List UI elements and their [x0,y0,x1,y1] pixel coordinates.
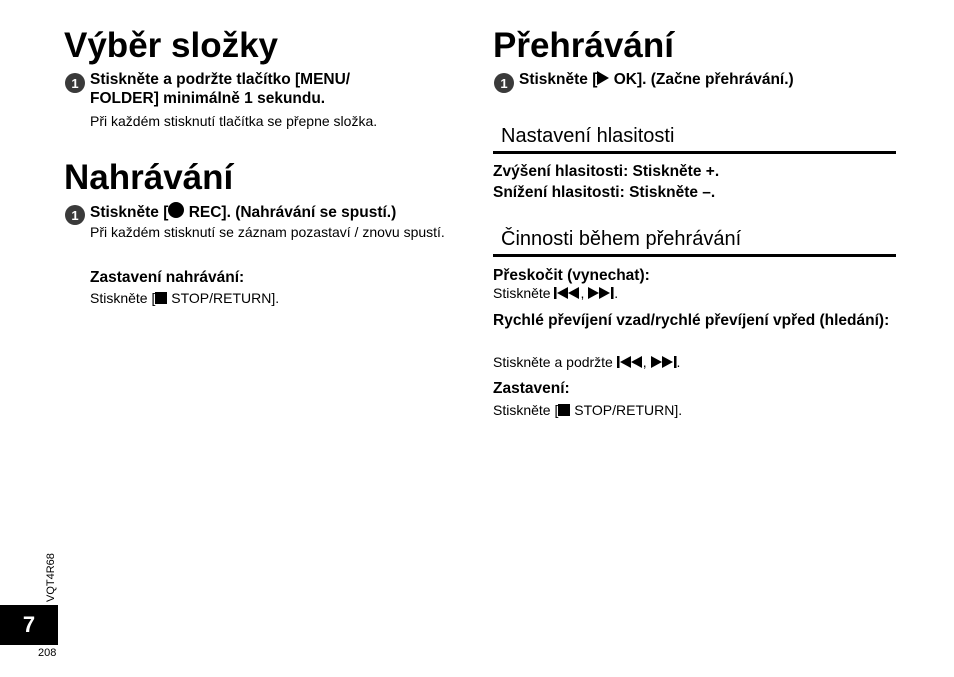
recording-stop-heading: Zastavení nahrávání: [90,269,245,286]
stop-square-icon [558,404,570,416]
recording-stop-pre: Stiskněte [ [90,290,156,306]
recording-step-post: REC]. (Nahrávání se spustí.) [184,204,397,221]
search-sep: , [642,354,651,370]
volume-up-text: Zvýšení hlasitosti: Stiskněte +. [493,163,720,180]
skip-sep: , [580,285,589,301]
playback-title: Přehrávání [493,26,674,65]
recording-stop-post: STOP/RETURN]. [167,290,280,306]
playback-step-post: OK]. (Začne přehrávání.) [609,71,794,88]
folder-note: Při každém stisknutí tlačítka se přepne složka. [90,113,378,129]
step-number-badge: 1 [494,73,514,93]
playback-stop-post: STOP/RETURN]. [570,402,683,418]
playback-stop-text [493,401,682,420]
search-end: . [676,354,681,370]
during-heading: Činnosti během přehrávání [493,227,896,257]
record-dot-icon [168,202,184,218]
skip-end: . [614,285,619,301]
recording-note: Při každém stisknutí se záznam pozastaví / znovu spustí. [90,224,445,240]
page-tab: 7 [0,605,58,645]
doc-code: VQT4R68 [45,553,57,602]
skip-forward-icon [651,356,677,368]
step-number-badge: 1 [65,73,85,93]
stop-square-icon [155,292,167,304]
recording-step [90,202,470,222]
recording-stop-text [90,289,279,308]
skip-back-icon [554,287,580,299]
skip-heading: Přeskočit (vynechat): [493,267,650,284]
recording-step-pre: Stiskněte [ [90,204,169,221]
skip-text-pre: Stiskněte [493,285,555,301]
folder-step-text: Stiskněte a podržte tlačítko [MENU/ FOLDER] minimálně 1 sekundu. [90,71,351,107]
playback-stop-heading: Zastavení: [493,380,570,397]
playback-stop-pre: Stiskněte [ [493,402,559,418]
skip-forward-icon [588,287,614,299]
folder-title: Výběr složky [64,26,278,65]
search-heading: Rychlé převíjení vzad/rychlé převíjení vpřed (hledání): [493,312,890,329]
search-text-pre: Stiskněte a podržte [493,354,617,370]
page-number: 208 [38,647,57,659]
playback-step [519,70,794,89]
step-number-badge: 1 [65,205,85,225]
recording-title: Nahrávání [64,158,234,197]
skip-text [493,284,618,303]
skip-back-icon [617,356,643,368]
volume-heading: Nastavení hlasitosti [493,124,896,154]
volume-down-text: Snížení hlasitosti: Stiskněte –. [493,184,716,201]
play-triangle-icon [597,71,609,85]
playback-step-pre: Stiskněte [ [519,71,598,88]
search-text [493,353,680,372]
